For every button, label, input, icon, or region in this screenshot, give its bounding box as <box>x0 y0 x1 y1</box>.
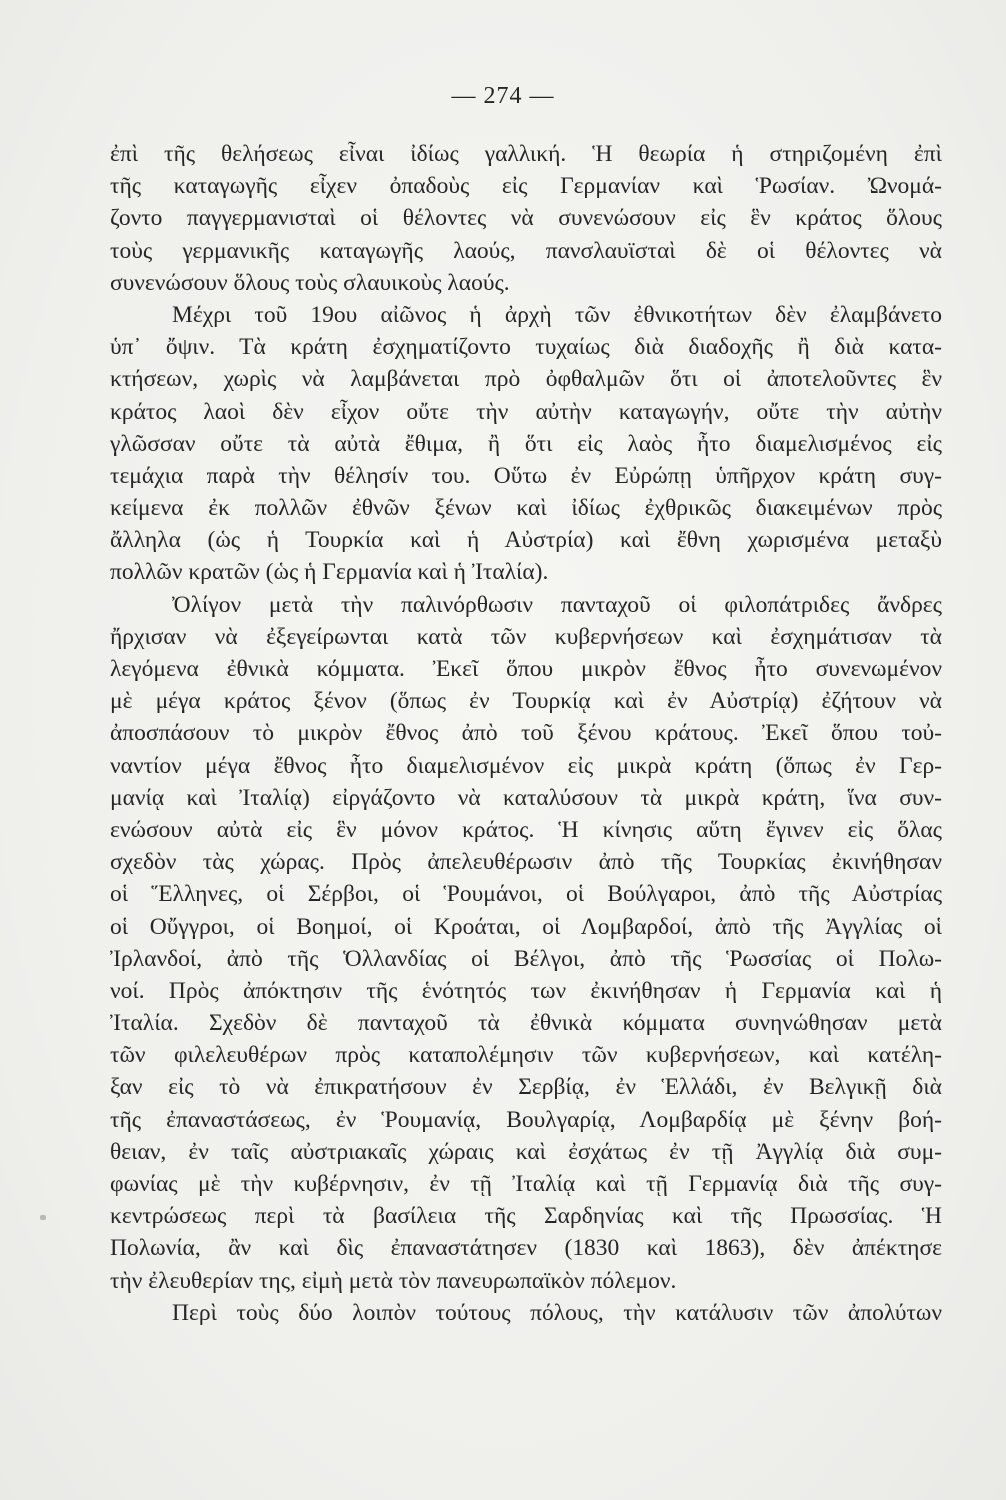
text-line: ξαν εἰς τὸ νὰ ἐπικρατήσουν ἐν Σερβίᾳ, ἐν Ἑλλάδι, ἐν Βελγικῇ διὰ <box>110 1074 942 1101</box>
text-line: Μέχρι τοῦ 19ου αἰῶνος ἡ ἀρχὴ τῶν ἐθνικοτήτων δὲν ἐλαμβάνετο <box>172 301 942 328</box>
text-line: οἱ Ἕλληνες, οἱ Σέρβοι, οἱ Ῥουμάνοι, οἱ Βούλγαροι, ἀπὸ τῆς Αὐστρίας <box>110 881 942 908</box>
page-number: — 274 — <box>451 83 555 109</box>
text-line: τῶν φιλελευθέρων πρὸς καταπολέμησιν τῶν κυβερνήσεων, καὶ κατέλη- <box>110 1042 942 1069</box>
text-line: ζοντο παγγερμανισταὶ οἱ θέλοντες νὰ συνενώσουν εἰς ἓν κράτος ὅλους <box>110 205 942 232</box>
text-line: οἱ Οὔγγροι, οἱ Βοημοί, οἱ Κροάται, οἱ Λομβαρδοί, ἀπὸ τῆς Ἀγγλίας οἱ <box>110 913 942 940</box>
text-line: μανίᾳ καὶ Ἰταλίᾳ) εἰργάζοντο νὰ καταλύσουν τὰ μικρὰ κράτη, ἵνα συν- <box>110 784 942 811</box>
text-line: ἄλληλα (ὡς ἡ Τουρκία καὶ ἡ Αὐστρία) καὶ ἔθνη χωρισμένα μεταξὺ <box>110 527 942 554</box>
text-line: Ἰταλία. Σχεδὸν δὲ πανταχοῦ τὰ ἐθνικὰ κόμματα συνηνώθησαν μετὰ <box>110 1010 942 1037</box>
text-line: λεγόμενα ἐθνικὰ κόμματα. Ἐκεῖ ὅπου μικρὸν ἔθνος ἦτο συνενωμένον <box>110 656 942 682</box>
text-line: φωνίας μὲ τὴν κυβέρνησιν, ἐν τῇ Ἰταλίᾳ καὶ τῇ Γερμανίᾳ διὰ τῆς συγ- <box>110 1171 942 1197</box>
text-line: τῆς καταγωγῆς εἶχεν ὀπαδοὺς εἰς Γερμανίαν καὶ Ῥωσίαν. Ὠνομά- <box>110 173 942 200</box>
text-line: Ἰρλανδοί, ἀπὸ τῆς Ὁλλανδίας οἱ Βέλγοι, ἀπὸ τῆς Ῥωσσίας οἱ Πολω- <box>110 945 942 972</box>
text-line: Πολωνία, ἂν καὶ δὶς ἐπαναστάτησεν (1830 καὶ 1863), δὲν ἀπέκτησε <box>110 1235 942 1262</box>
text-line: γλῶσσαν οὔτε τὰ αὐτὰ ἔθιμα, ἢ ὅτι εἰς λαὸς ἦτο διαμελισμένος εἰς <box>110 430 942 457</box>
text-line: θειαν, ἐν ταῖς αὐστριακαῖς χώραις καὶ ἐσχάτως ἐν τῇ Ἀγγλίᾳ διὰ συμ- <box>110 1138 942 1165</box>
text-line: ὑπ᾽ ὄψιν. Τὰ κράτη ἐσχηματίζοντο τυχαίως διὰ διαδοχῆς ἢ διὰ κατα- <box>110 334 942 361</box>
text-line: ενώσουν αὐτὰ εἰς ἓν μόνον κράτος. Ἡ κίνησις αὕτη ἔγινεν εἰς ὅλας <box>110 816 942 843</box>
text-line: κείμενα ἐκ πολλῶν ἐθνῶν ξένων καὶ ἰδίως ἐχθρικῶς διακειμένων πρὸς <box>110 495 942 522</box>
body-text <box>110 138 942 1329</box>
text-line: τοὺς γερμανικῆς καταγωγῆς λαούς, πανσλαυϊσταὶ δὲ οἱ θέλοντες νὰ <box>110 237 942 264</box>
paper-speck <box>40 1215 46 1220</box>
text-line: νοί. Πρὸς ἀπόκτησιν τῆς ἑνότητός των ἐκινήθησαν ἡ Γερμανία καὶ ἡ <box>110 977 942 1004</box>
text-line: μὲ μέγα κράτος ξένον (ὅπως ἐν Τουρκίᾳ καὶ ἐν Αὐστρίᾳ) ἐζήτουν νὰ <box>110 688 942 715</box>
text-line: ναντίον μέγα ἔθνος ἦτο διαμελισμένον εἰς μικρὰ κράτη (ὅπως ἐν Γερ- <box>110 752 942 779</box>
text-line: συνενώσουν ὅλους τοὺς σλαυικοὺς λαούς. <box>110 269 510 296</box>
text-line: τὴν ἐλευθερίαν της, εἰμὴ μετὰ τὸν πανευρωπαϊκὸν πόλεμον. <box>110 1267 677 1294</box>
text-line: σχεδὸν τὰς χώρας. Πρὸς ἀπελευθέρωσιν ἀπὸ τῆς Τουρκίας ἐκινήθησαν <box>110 849 942 876</box>
text-line: ἐπὶ τῆς θελήσεως εἶναι ἰδίως γαλλική. Ἡ θεωρία ἡ στηριζομένη ἐπὶ <box>110 141 942 167</box>
text-line: τεμάχια παρὰ τὴν θέλησίν του. Οὕτω ἐν Εὐρώπῃ ὑπῆρχον κράτη συγ- <box>110 462 942 489</box>
text-line: πολλῶν κρατῶν (ὡς ἡ Γερμανία καὶ ἡ Ἰταλία). <box>110 559 549 586</box>
text-line: Περὶ τοὺς δύο λοιπὸν τούτους πόλους, τὴν κατάλυσιν τῶν ἀπολύτων <box>172 1299 942 1326</box>
text-line: κράτος λαοὶ δὲν εἶχον οὔτε τὴν αὐτὴν καταγωγήν, οὔτε τὴν αὐτὴν <box>110 398 942 425</box>
text-line: τῆς ἐπαναστάσεως, ἐν Ῥουμανίᾳ, Βουλγαρίᾳ, Λομβαρδίᾳ μὲ ξένην βοή- <box>110 1106 942 1133</box>
text-line: κτήσεων, χωρὶς νὰ λαμβάνεται πρὸ ὀφθαλμῶν ὅτι οἱ ἀποτελοῦντες ἓν <box>110 366 942 393</box>
text-line: κεντρώσεως περὶ τὰ βασίλεια τῆς Σαρδηνίας καὶ τῆς Πρωσσίας. Ἡ <box>110 1203 942 1230</box>
text-line: ἤρχισαν νὰ ἐξεγείρωνται κατὰ τῶν κυβερνήσεων καὶ ἐσχημάτισαν τὰ <box>110 623 942 650</box>
text-line: ἀποσπάσουν τὸ μικρὸν ἔθνος ἀπὸ τοῦ ξένου κράτους. Ἐκεῖ ὅπου τοὐ- <box>110 720 942 747</box>
text-line: Ὀλίγον μετὰ τὴν παλινόρθωσιν πανταχοῦ οἱ φιλοπάτριδες ἄνδρες <box>172 591 942 618</box>
